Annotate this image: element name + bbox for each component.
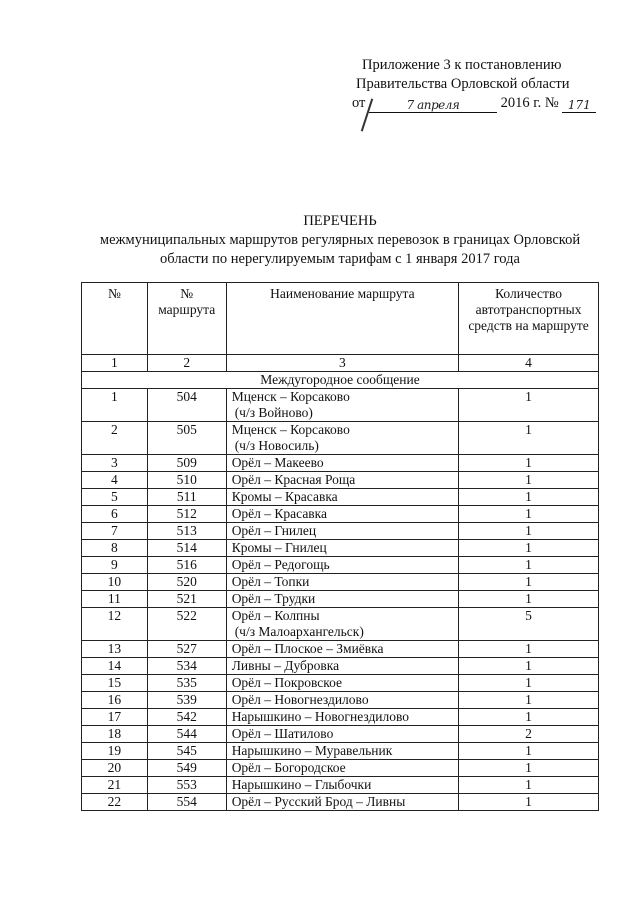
table-row — [82, 557, 599, 574]
vehicle-count: 1 — [459, 760, 599, 777]
route-name-cell — [226, 777, 458, 794]
title-heading: ПЕРЕЧЕНЬ — [303, 213, 377, 229]
vehicle-count: 5 — [459, 608, 599, 641]
vehicle-count: 1 — [459, 794, 599, 811]
row-number: 12 — [82, 608, 148, 641]
route-number: 521 — [147, 591, 226, 608]
vehicle-count: 1 — [459, 692, 599, 709]
route-name-cell — [226, 557, 458, 574]
route-name-cell — [226, 641, 458, 658]
row-number: 6 — [82, 506, 148, 523]
route-name: Нарышкино – Муравельник — [231, 743, 393, 758]
route-name: Орёл – Красная Роща — [231, 472, 356, 487]
vehicle-count: 2 — [459, 726, 599, 743]
row-number: 7 — [82, 523, 148, 540]
vehicle-count: 1 — [459, 743, 599, 760]
vehicle-count: 1 — [459, 591, 599, 608]
row-number: 3 — [82, 455, 148, 472]
title-line-2: межмуниципальных маршрутов регулярных перевозок в границах Орловской — [99, 232, 581, 248]
route-name: Орёл – Макеево — [231, 455, 324, 470]
appendix-line-1: Приложение 3 к постановлению — [362, 57, 562, 73]
vehicle-count: 1 — [459, 506, 599, 523]
route-name: Мценск – Корсаково — [231, 422, 350, 437]
column-index: 3 — [226, 355, 458, 372]
route-number: 542 — [147, 709, 226, 726]
route-number: 554 — [147, 794, 226, 811]
vehicle-count: 1 — [459, 574, 599, 591]
row-number: 8 — [82, 540, 148, 557]
title-line-3: области по нерегулируемым тарифам с 1 января 2017 года — [160, 251, 520, 267]
vehicle-count: 1 — [459, 557, 599, 574]
route-name-cell — [226, 743, 458, 760]
table-row — [82, 692, 599, 709]
table-row — [82, 455, 599, 472]
route-number: 534 — [147, 658, 226, 675]
route-name-cell — [226, 608, 458, 641]
route-number: 514 — [147, 540, 226, 557]
section-title: Междугородное сообщение — [82, 372, 599, 389]
route-name: Орёл – Русский Брод – Ливны — [231, 794, 406, 809]
row-number: 17 — [82, 709, 148, 726]
route-name-cell — [226, 658, 458, 675]
route-name: Орёл – Топки — [231, 574, 310, 589]
vehicle-count: 1 — [459, 641, 599, 658]
table-row — [82, 422, 599, 455]
route-number: 544 — [147, 726, 226, 743]
table-row — [82, 608, 599, 641]
route-name-cell — [226, 794, 458, 811]
route-name-cell — [226, 574, 458, 591]
row-number: 18 — [82, 726, 148, 743]
table-row — [82, 726, 599, 743]
row-number: 1 — [82, 389, 148, 422]
table-row — [82, 641, 599, 658]
column-index-row — [82, 355, 599, 372]
vehicle-count: 1 — [459, 489, 599, 506]
row-number: 9 — [82, 557, 148, 574]
route-via: (ч/з Новосиль) — [234, 438, 319, 453]
table-row — [82, 591, 599, 608]
row-number: 13 — [82, 641, 148, 658]
table-row — [82, 489, 599, 506]
row-number: 10 — [82, 574, 148, 591]
table-row — [82, 658, 599, 675]
route-number: 512 — [147, 506, 226, 523]
route-name-cell — [226, 389, 458, 422]
route-name: Орёл – Покровское — [231, 675, 343, 690]
route-name-cell — [226, 692, 458, 709]
route-via: (ч/з Малоархангельск) — [234, 624, 364, 639]
route-name: Нарышкино – Глыбочки — [231, 777, 372, 792]
route-name-cell — [226, 506, 458, 523]
section-row — [82, 372, 599, 389]
vehicle-count: 1 — [459, 455, 599, 472]
route-number: 513 — [147, 523, 226, 540]
route-name-cell — [226, 709, 458, 726]
row-number: 2 — [82, 422, 148, 455]
route-name-cell — [226, 523, 458, 540]
table-row — [82, 506, 599, 523]
document-title — [60, 212, 620, 269]
route-name: Орёл – Редогощь — [231, 557, 330, 572]
route-name: Орёл – Колпны — [231, 608, 320, 623]
table-row — [82, 472, 599, 489]
header-vehicle-count: Количество автотранспортных средств на маршруте — [459, 283, 599, 355]
route-name-cell — [226, 760, 458, 777]
date-prefix: от — [352, 95, 366, 111]
table-row — [82, 760, 599, 777]
route-number: 527 — [147, 641, 226, 658]
row-number: 4 — [82, 472, 148, 489]
appendix-header — [352, 56, 622, 113]
vehicle-count: 1 — [459, 523, 599, 540]
route-number: 511 — [147, 489, 226, 506]
year-label: 2016 г. № — [500, 95, 559, 111]
handwritten-date: 7 апреля — [369, 96, 497, 113]
route-name: Кромы – Красавка — [231, 489, 338, 504]
route-name-cell — [226, 675, 458, 692]
vehicle-count: 1 — [459, 675, 599, 692]
route-number: 504 — [147, 389, 226, 422]
row-number: 22 — [82, 794, 148, 811]
routes-table — [81, 282, 599, 811]
header-route-number: № маршрута — [147, 283, 226, 355]
route-name: Мценск – Корсаково — [231, 389, 350, 404]
route-name: Нарышкино – Новогнездилово — [231, 709, 410, 724]
route-number: 522 — [147, 608, 226, 641]
route-name-cell — [226, 455, 458, 472]
table-row — [82, 675, 599, 692]
vehicle-count: 1 — [459, 658, 599, 675]
table-row — [82, 709, 599, 726]
route-number: 549 — [147, 760, 226, 777]
row-number: 20 — [82, 760, 148, 777]
appendix-date-line — [352, 94, 622, 113]
route-name: Орёл – Плоское – Змиёвка — [231, 641, 384, 656]
route-name-cell — [226, 489, 458, 506]
route-number: 545 — [147, 743, 226, 760]
table-row — [82, 794, 599, 811]
table-row — [82, 540, 599, 557]
row-number: 19 — [82, 743, 148, 760]
vehicle-count: 1 — [459, 540, 599, 557]
vehicle-count: 1 — [459, 709, 599, 726]
route-name: Орёл – Богородское — [231, 760, 346, 775]
route-name: Орёл – Трудки — [231, 591, 316, 606]
route-name-cell — [226, 540, 458, 557]
route-name-cell — [226, 472, 458, 489]
route-name-cell — [226, 726, 458, 743]
route-name: Орёл – Красавка — [231, 506, 328, 521]
route-number: 509 — [147, 455, 226, 472]
table-row — [82, 777, 599, 794]
vehicle-count: 1 — [459, 777, 599, 794]
table-row — [82, 523, 599, 540]
vehicle-count: 1 — [459, 422, 599, 455]
table-body — [82, 389, 599, 811]
route-number: 516 — [147, 557, 226, 574]
appendix-line-2: Правительства Орловской области — [356, 76, 570, 92]
row-number: 14 — [82, 658, 148, 675]
route-name-cell — [226, 422, 458, 455]
row-number: 21 — [82, 777, 148, 794]
header-route-name: Наименование маршрута — [226, 283, 458, 355]
table-row — [82, 389, 599, 422]
route-number: 520 — [147, 574, 226, 591]
route-number: 553 — [147, 777, 226, 794]
row-number: 11 — [82, 591, 148, 608]
table-row — [82, 743, 599, 760]
table-row — [82, 574, 599, 591]
route-name-cell — [226, 591, 458, 608]
column-index: 1 — [82, 355, 148, 372]
row-number: 15 — [82, 675, 148, 692]
vehicle-count: 1 — [459, 389, 599, 422]
handwritten-number: 171 — [562, 96, 596, 113]
table-header-row — [82, 283, 599, 355]
route-name: Орёл – Гнилец — [231, 523, 317, 538]
route-name: Ливны – Дубровка — [231, 658, 340, 673]
row-number: 16 — [82, 692, 148, 709]
row-number: 5 — [82, 489, 148, 506]
route-via: (ч/з Войново) — [234, 405, 313, 420]
route-name: Кромы – Гнилец — [231, 540, 327, 555]
column-index: 4 — [459, 355, 599, 372]
header-number: № — [82, 283, 148, 355]
route-number: 505 — [147, 422, 226, 455]
route-number: 535 — [147, 675, 226, 692]
route-number: 510 — [147, 472, 226, 489]
route-name: Орёл – Шатилово — [231, 726, 334, 741]
route-number: 539 — [147, 692, 226, 709]
route-name: Орёл – Новогнездилово — [231, 692, 369, 707]
column-index: 2 — [147, 355, 226, 372]
vehicle-count: 1 — [459, 472, 599, 489]
